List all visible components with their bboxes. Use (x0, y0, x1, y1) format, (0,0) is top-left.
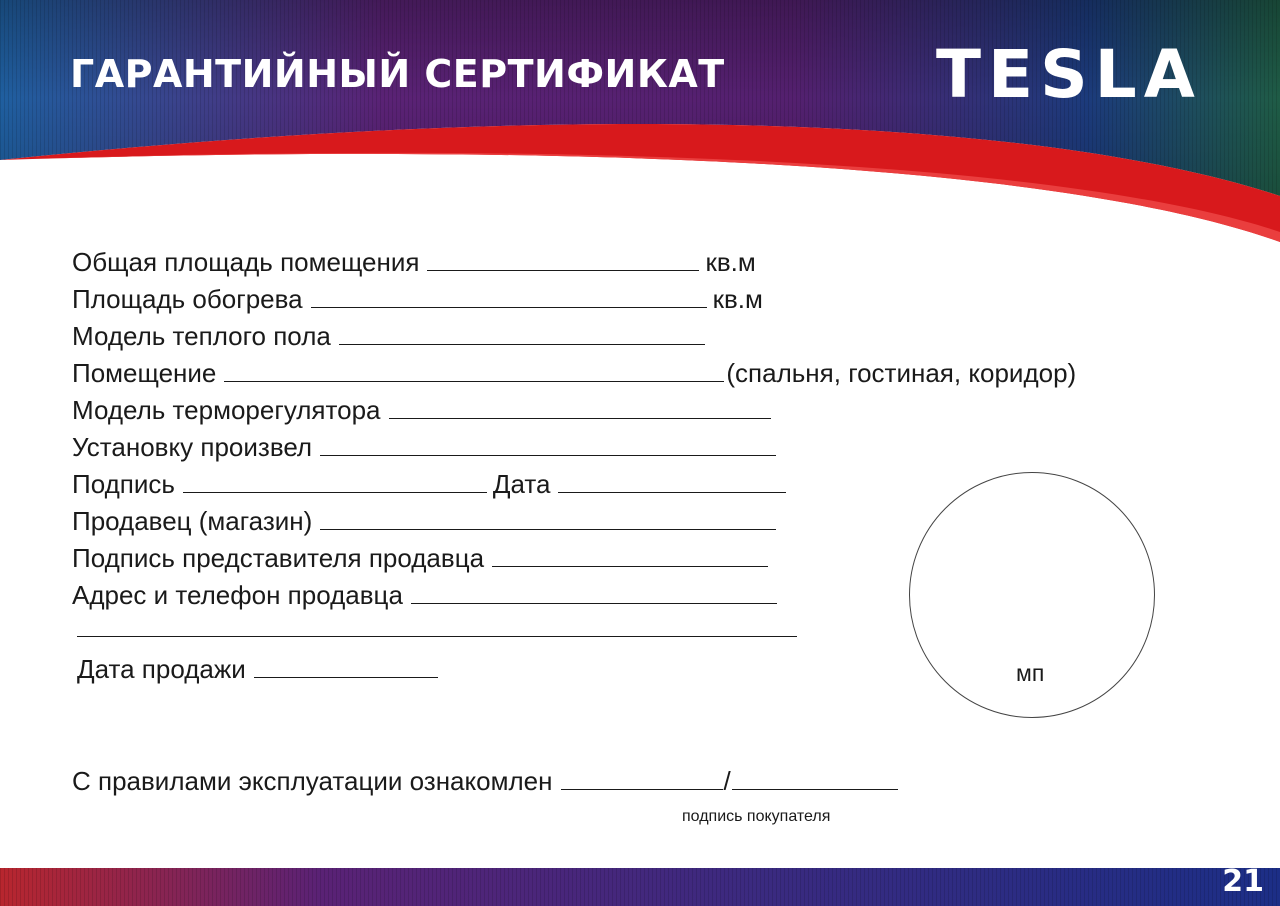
field-suffix: кв.м (705, 247, 756, 277)
thermostat-model-blank[interactable] (389, 396, 771, 419)
sale-date-blank[interactable] (254, 655, 438, 678)
field-label: Общая площадь помещения (72, 247, 420, 277)
page-number: 21 (1222, 864, 1264, 899)
field-label: Модель теплого пола (72, 321, 331, 351)
field-label: Модель терморегулятора (72, 395, 381, 425)
total-area-blank[interactable] (427, 248, 699, 271)
field-signature-date (72, 466, 1076, 503)
field-installer (72, 429, 1076, 466)
seller-address-continued-blank[interactable] (77, 614, 797, 637)
field-label: Помещение (72, 358, 217, 388)
buyer-signature-caption: подпись покупателя (682, 808, 831, 825)
field-room (72, 355, 1076, 392)
rules-separator: / (723, 766, 731, 796)
buyer-signature-blank[interactable] (561, 767, 723, 790)
date-blank[interactable] (558, 470, 786, 493)
field-label: Продавец (магазин) (72, 506, 313, 536)
field-label: Подпись представителя продавца (72, 543, 485, 573)
field-label: Дата продажи (77, 654, 246, 684)
buyer-name-blank[interactable] (732, 767, 898, 790)
field-total-area (72, 244, 1076, 281)
heating-area-blank[interactable] (311, 285, 707, 308)
field-label: Площадь обогрева (72, 284, 303, 314)
field-label: Подпись (72, 469, 175, 499)
rules-label: С правилами эксплуатации ознакомлен (72, 766, 553, 796)
rules-acknowledgement (72, 766, 904, 797)
certificate-title: ГАРАНТИЙНЫЙ СЕРТИФИКАТ (70, 52, 725, 96)
field-label: Адрес и телефон продавца (72, 580, 403, 610)
field-suffix: кв.м (712, 284, 763, 314)
seller-blank[interactable] (320, 507, 776, 530)
field-floor-model (72, 318, 1076, 355)
room-blank[interactable] (224, 359, 724, 382)
stamp-label: мп (1016, 660, 1045, 686)
date-label: Дата (492, 469, 551, 499)
field-label: Установку произвел (72, 432, 313, 462)
field-thermostat-model (72, 392, 1076, 429)
installer-blank[interactable] (320, 433, 776, 456)
field-heating-area (72, 281, 1076, 318)
signature-blank[interactable] (183, 470, 487, 493)
seller-rep-signature-blank[interactable] (492, 544, 768, 567)
tesla-logo: TESLA (936, 36, 1202, 113)
floor-model-blank[interactable] (339, 322, 705, 345)
seller-address-blank[interactable] (411, 581, 777, 604)
field-suffix: (спальня, гостиная, коридор) (726, 358, 1077, 388)
